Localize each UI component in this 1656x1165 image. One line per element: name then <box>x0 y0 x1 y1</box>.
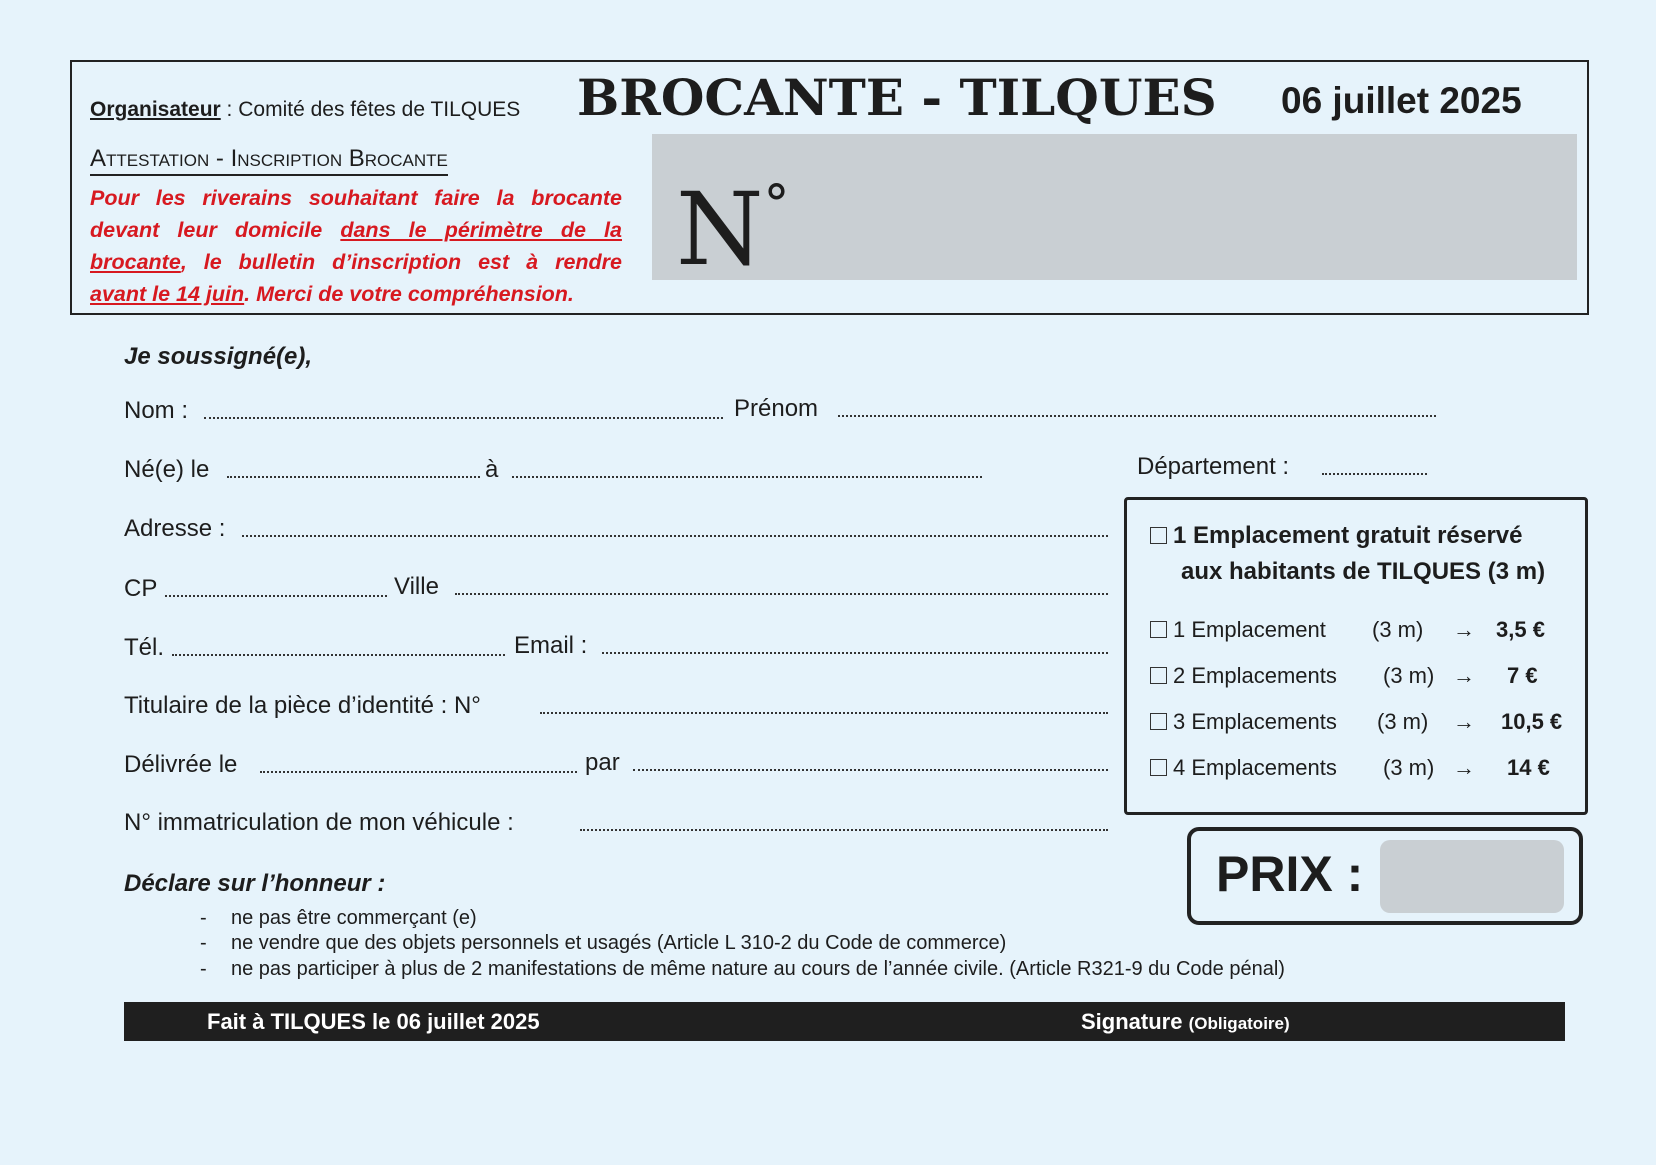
birthdate-field[interactable] <box>227 476 480 478</box>
notice-underlined: brocante <box>90 250 181 274</box>
organizer-value: Comité des fêtes de TILQUES <box>238 98 521 121</box>
attestation-title: Attestation - Inscription Brocante <box>90 145 448 176</box>
cp-field[interactable] <box>165 595 387 597</box>
notice-line <box>90 246 622 278</box>
option-label <box>1150 663 1337 689</box>
declaration-title: Déclare sur l’honneur : <box>124 870 386 897</box>
option-price: 7 € <box>1507 663 1538 688</box>
issued-by-label: par <box>585 749 620 776</box>
number-degree: ° <box>763 175 790 235</box>
signature-label[interactable] <box>1081 1009 1290 1035</box>
declaration-text: ne vendre que des objets personnels et usagés (Article L 310-2 du Code de commerce) <box>231 932 1007 954</box>
email-label: Email : <box>514 632 588 659</box>
organizer-label: Organisateur <box>90 98 221 121</box>
number-letter: N <box>676 171 764 288</box>
option-free-pitch <box>1150 518 1545 590</box>
option-label-text: 2 Emplacements <box>1173 663 1337 688</box>
option-size: (3 m) <box>1372 617 1424 642</box>
checkbox-2-pitches[interactable] <box>1150 667 1167 684</box>
plate-label: N° immatriculation de mon véhicule : <box>124 809 514 836</box>
place-date-line: Fait à TILQUES le 06 juillet 2025 <box>207 1009 540 1034</box>
option-size: (3 m) <box>1383 663 1435 688</box>
option-price: 3,5 € <box>1496 617 1545 642</box>
organizer-separator: : <box>220 98 239 121</box>
option-label <box>1150 709 1337 735</box>
notice-text: devant leur domicile <box>90 218 341 242</box>
option-price: 10,5 € <box>1501 709 1563 734</box>
declaration-text: ne pas participer à plus de 2 manifestations de même nature au cours de l’année civile. (Article R321-9 du Code pénal) <box>231 958 1285 980</box>
option-label-text: 4 Emplacements <box>1173 755 1337 780</box>
bullet-dash: - <box>200 932 207 954</box>
departement-field[interactable] <box>1322 473 1427 475</box>
organizer-line <box>90 98 520 122</box>
intro-text: Je soussigné(e), <box>124 343 313 370</box>
registration-number-field[interactable] <box>652 134 1577 280</box>
birthdate-label: Né(e) le <box>124 456 210 483</box>
option-label-text: 1 Emplacement <box>1173 617 1326 642</box>
arrow-icon: → <box>1453 755 1475 780</box>
nom-field[interactable] <box>204 417 723 419</box>
option-size: (3 m) <box>1377 709 1429 734</box>
issued-by-field[interactable] <box>633 769 1108 771</box>
bullet-dash: - <box>200 958 207 980</box>
issued-date-field[interactable] <box>260 771 577 773</box>
notice-text: . Merci de votre compréhension. <box>244 282 574 306</box>
option-free-text: 1 Emplacement gratuit réservé <box>1173 522 1523 549</box>
tel-label: Tél. <box>124 634 165 661</box>
prenom-field[interactable] <box>838 415 1436 417</box>
option-free-text: aux habitants de TILQUES (3 m) <box>1181 558 1546 585</box>
email-field[interactable] <box>602 652 1108 654</box>
adresse-field[interactable] <box>242 535 1108 537</box>
ville-field[interactable] <box>455 593 1108 595</box>
birthplace-label: à <box>485 456 499 483</box>
issued-date-label: Délivrée le <box>124 751 238 778</box>
event-date: 06 juillet 2025 <box>1281 80 1522 121</box>
registration-number-label <box>676 150 790 288</box>
departement-label: Département : <box>1137 453 1290 480</box>
tel-field[interactable] <box>172 654 505 656</box>
ville-label: Ville <box>394 573 439 600</box>
signature-note: (Obligatoire) <box>1188 1014 1290 1033</box>
option-label-text: 3 Emplacements <box>1173 709 1337 734</box>
id-number-label: Titulaire de la pièce d’identité : N° <box>124 692 481 719</box>
checkbox-4-pitches[interactable] <box>1150 759 1167 776</box>
option-size: (3 m) <box>1383 755 1435 780</box>
cp-label: CP <box>124 575 158 602</box>
birthplace-field[interactable] <box>512 476 982 478</box>
plate-field[interactable] <box>580 829 1108 831</box>
checkbox-free-pitch[interactable] <box>1150 527 1167 544</box>
nom-label: Nom : <box>124 397 189 424</box>
declaration-text: ne pas être commerçant (e) <box>231 907 477 929</box>
price-field[interactable] <box>1380 840 1564 913</box>
price-label: PRIX : <box>1216 846 1364 902</box>
id-number-field[interactable] <box>540 712 1108 714</box>
option-label <box>1150 755 1337 781</box>
arrow-icon: → <box>1453 663 1475 688</box>
prenom-label: Prénom <box>734 395 819 422</box>
notice-line <box>90 214 622 246</box>
option-label <box>1150 617 1326 643</box>
notice-underlined: dans le périmètre de la <box>340 218 622 242</box>
arrow-icon: → <box>1453 617 1475 642</box>
notice-text: , le bulletin d’inscription est à rendre <box>180 250 622 274</box>
checkbox-3-pitches[interactable] <box>1150 713 1167 730</box>
notice-line: Pour les riverains souhaitant faire la brocante <box>90 186 622 210</box>
arrow-icon: → <box>1453 709 1475 734</box>
option-price: 14 € <box>1507 755 1550 780</box>
checkbox-1-pitch[interactable] <box>1150 621 1167 638</box>
option-free-line <box>1150 518 1545 554</box>
adresse-label: Adresse : <box>124 515 226 542</box>
notice-line <box>90 278 622 310</box>
riverains-notice <box>90 182 622 310</box>
signature-text: Signature <box>1081 1009 1183 1034</box>
notice-deadline: avant le 14 juin <box>90 282 245 306</box>
bullet-dash: - <box>200 907 207 929</box>
page-title: BROCANTE - TILQUES <box>577 68 1217 127</box>
